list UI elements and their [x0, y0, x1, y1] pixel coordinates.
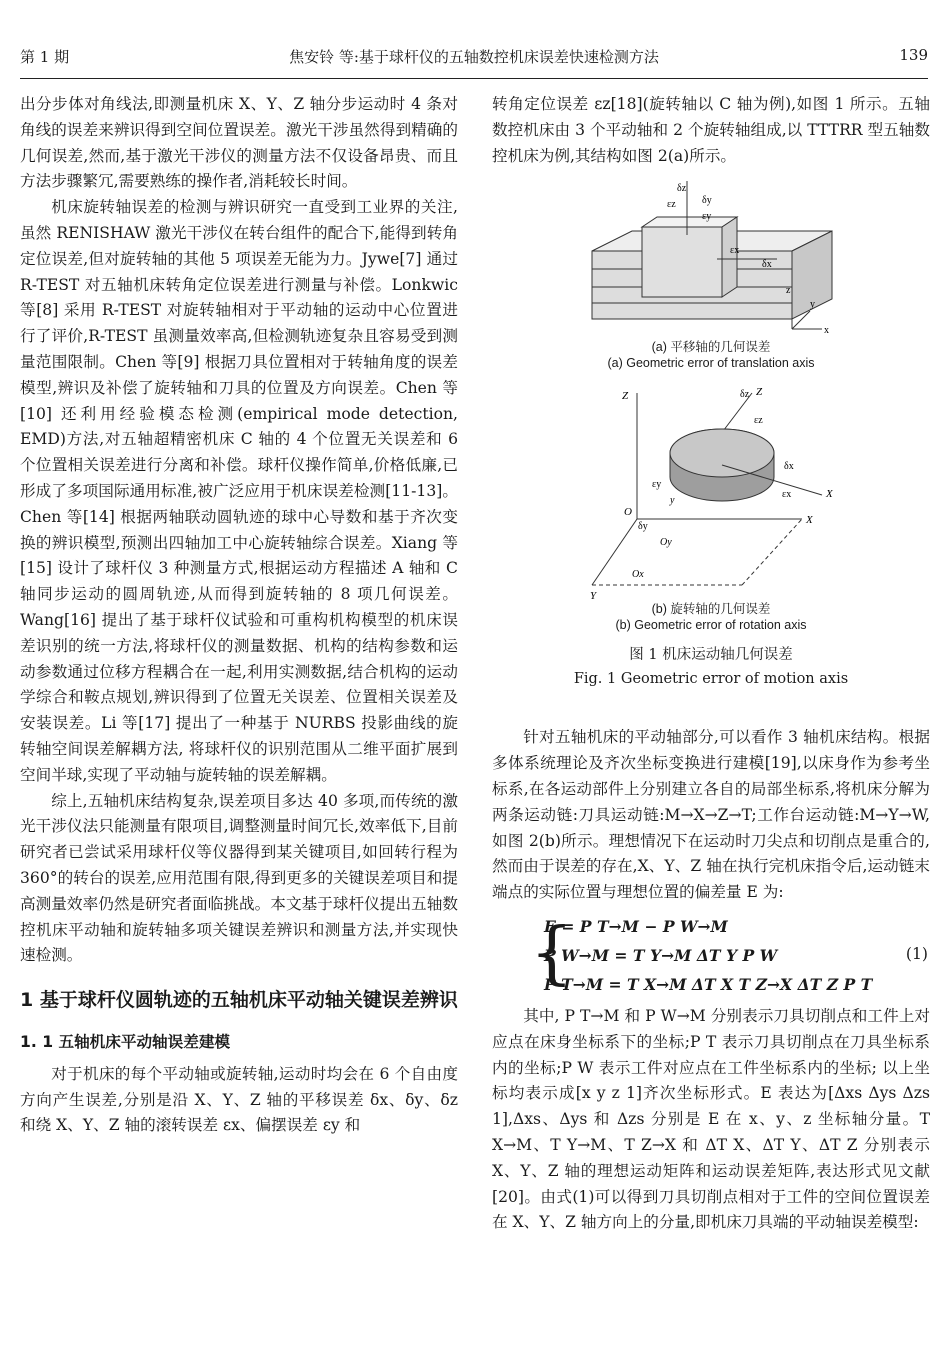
label-dy: δy: [702, 195, 712, 207]
subfigure-a-caption-en: (a) Geometric error of translation axis: [607, 356, 815, 371]
label-Oy: Oy: [660, 537, 672, 549]
figure-1: [492, 179, 930, 691]
right-column: [492, 92, 930, 1236]
label-dy-rot: δy: [638, 521, 648, 533]
page-number: 139: [899, 46, 928, 64]
label-ey-rot: εy: [652, 479, 662, 491]
label-x-axis: x: [824, 325, 829, 337]
label-X-axis: X: [806, 514, 813, 527]
subfigure-a-caption-cn: (a) 平移轴的几何误差: [651, 340, 771, 355]
issue-number: 第 1 期: [20, 48, 70, 66]
label-O: O: [624, 506, 632, 519]
equation-brace: {: [530, 913, 574, 993]
subfigure-b-caption-cn: (b) 旋转轴的几何误差: [651, 602, 771, 617]
label-ex: εx: [730, 245, 740, 257]
subsection-heading: 1. 1 五轴机床平动轴误差建模: [20, 1033, 231, 1052]
label-dz: δz: [677, 183, 687, 195]
paragraph: 机床旋转轴误差的检测与辨识研究一直受到工业界的关注,虽然 RENISHAW 激光干涉仪在转台组件的配合下,能得到转角定位误差,但对旋转轴的其他 5 项误差无能为力。Jywe[7] 通过 R-TEST 对五轴机床转角定位误差进行测量与补偿。Lonkwic 等[8] 采用 R-TEST 对旋转轴相对于平动轴的运动中心位置进行了评价,R-TEST 虽测量效率高,但检测轨迹复杂且容易受到测量范围限制。Chen 等[9] 根据刀具位置相对于转轴角度的误差模型,辨识及补偿了旋转轴和刀具的位置及方向误差。Chen 等[10] 还利用经验模态检测(empirical mode detection, EMD)方法,对五轴超精密机床 C 轴的 4 个位置无关误差和 6 个位置相关误差进行分离和补偿。球杆仪操作简单,价格低廉,已形成了多项国际通用标准,被广泛应用于机床误差检测[11-13]。Chen 等[14] 根据两轴联动圆轨迹的球中心导数和基于齐次变换的辨识模型,预测出四轴加工中心旋转轴综合误差。Xiang 等[15] 设计了球杆仪 3 种测量方式,根据运动方程描述 A 轴和 C 轴同步运动的圆周轨迹,从而得到旋转轴的 8 项几何误差。Wang[16] 提出了基于球杆仪试验和可重构机构模型的机床误差识别的统一方法,将球杆仪的测量数据、机构的结构参数和运动参数通过位移方程耦合在一起,利用实测数据,结合机构的运动学综合和鞍点规划,辨识得到了位置无关误差、位置相关误差及安装误差。Li 等[17] 提出了一种基于 NURBS 投影曲线的旋转轴空间误差解耦方法, 将球杆仪的识别范围从二维平面扩展到空间半球,实现了平动轴与旋转轴的误差解耦。: [20, 198, 458, 784]
label-y-rot: y: [670, 495, 675, 507]
header-rule: [20, 78, 928, 79]
label-Y-axis: Y: [590, 590, 597, 602]
label-ez: εz: [667, 199, 676, 211]
subfigure-b-caption-en: (b) Geometric error of rotation axis: [615, 618, 807, 633]
label-dz-rot: δz: [740, 389, 750, 401]
equation-line: P T→M = T X→M ΔT X T Z→X ΔT Z P T: [544, 974, 873, 994]
paragraph: 出分步体对角线法,即测量机床 X、Y、Z 轴分步运动时 4 条对角线的误差来辨识得到空间位置误差。激光干涉虽然得到精确的几何误差,然而,基于激光干涉仪的测量方法不仅设备昂贵、而且方法步骤繁冗,需要熟练的操作者,消耗较长时间。: [20, 95, 458, 191]
section-heading: 1 基于球杆仪圆轨迹的五轴机床平动轴关键误差辨识: [20, 989, 458, 1012]
label-ey: εy: [702, 211, 712, 223]
equation-1: [492, 908, 930, 1004]
label-dx-rot: δx: [784, 461, 794, 473]
figure-1b-diagram: [492, 385, 930, 601]
label-z-axis: z: [786, 285, 791, 297]
running-title: 焦安铃 等:基于球杆仪的五轴数控机床误差快速检测方法: [289, 48, 659, 66]
label-y-axis: y: [810, 299, 815, 311]
label-Z-axis: Z: [622, 390, 629, 403]
label-dx: δx: [762, 259, 772, 271]
label-Z-err: Z: [756, 386, 763, 399]
left-column: [20, 92, 458, 1139]
label-ex-rot: εx: [782, 489, 792, 501]
paragraph: 对于机床的每个平动轴或旋转轴,运动时均会在 6 个自由度方向产生误差,分别是沿 X、Y、Z 轴的平移误差 δx、δy、δz 和绕 X、Y、Z 轴的滚转误差 εx、偏摆误差 εy 和: [20, 1064, 458, 1135]
label-X-err: X: [826, 488, 833, 501]
equation-line: E = P T→M − P W→M: [544, 916, 728, 936]
equation-number: (1): [905, 944, 928, 963]
paragraph: 其中, P T→M 和 P W→M 分别表示刀具切削点和工件上对应点在床身坐标系下的坐标;P T 表示刀具切削点在刀具坐标系内的坐标;P W 表示工件对应点在工件坐标系内的坐标; 以上坐标均表示成[x y z 1]齐次坐标形式。E 表达为[Δxs Δys Δzs 1],Δxs、Δys 和 Δzs 分别是 E 在 x、y、z 坐标轴分量。T X→M、T Y→M、T Z→X 和 ΔT X、ΔT Y、ΔT Z 分别表示 X、Y、Z 轴的理想运动矩阵和运动误差矩阵,表达形式见文献[20]。由式(1)可以得到刀具切削点相对于工件的空间位置误差在 X、Y、Z 轴方向上的分量,即机床刀具端的平动轴误差模型:: [492, 1006, 930, 1232]
figure-caption-en: Fig. 1 Geometric error of motion axis: [573, 671, 849, 688]
figure-caption-cn: 图 1 机床运动轴几何误差: [629, 647, 793, 664]
paragraph: 综上,五轴机床结构复杂,误差项目多达 40 多项,而传统的激光干涉仪法只能测量有限项目,调整测量时间冗长,效率低下,目前研究者已尝试采用球杆仪等仪器得到某关键项目,如回转行程为 360°的转台的误差,应用范围有限,得到更多的关键误差项目和提高测量效率仍然是研究者面临挑战。本文基于球杆仪提出五轴数控机床平动轴和旋转轴多项关键误差辨识和测量方法,并实现快速检测。: [20, 791, 458, 965]
equation-line: P W→M = T Y→M ΔT Y P W: [544, 945, 778, 965]
equation-lines: [544, 912, 872, 999]
label-ez-rot: εz: [754, 415, 763, 427]
running-header: [20, 46, 928, 72]
label-Ox: Ox: [632, 569, 644, 581]
paragraph: 针对五轴机床的平动轴部分,可以看作 3 轴机床结构。根据多体系统理论及齐次坐标变换进行建模[19],以床身作为参考坐标系,在各运动部件上分别建立各自的局部坐标系,将机床分解为两条运动链:刀具运动链:M→X→Z→T;工作台运动链:M→Y→W,如图 2(b)所示。理想情况下在运动时刀尖点和切削点是重合的,然而由于误差的存在,X、Y、Z 轴在执行完机床指令后,运动链末端点的实际位置与理想位置的偏差量 E 为:: [492, 728, 930, 902]
paragraph: 转角定位误差 εz[18](旋转轴以 C 轴为例),如图 1 所示。五轴数控机床由 3 个平动轴和 2 个旋转轴组成,以 TTTRR 型五轴数控机床为例,其结构如图 2(a)所示。: [492, 95, 930, 165]
figure-1a-diagram: [492, 179, 930, 339]
